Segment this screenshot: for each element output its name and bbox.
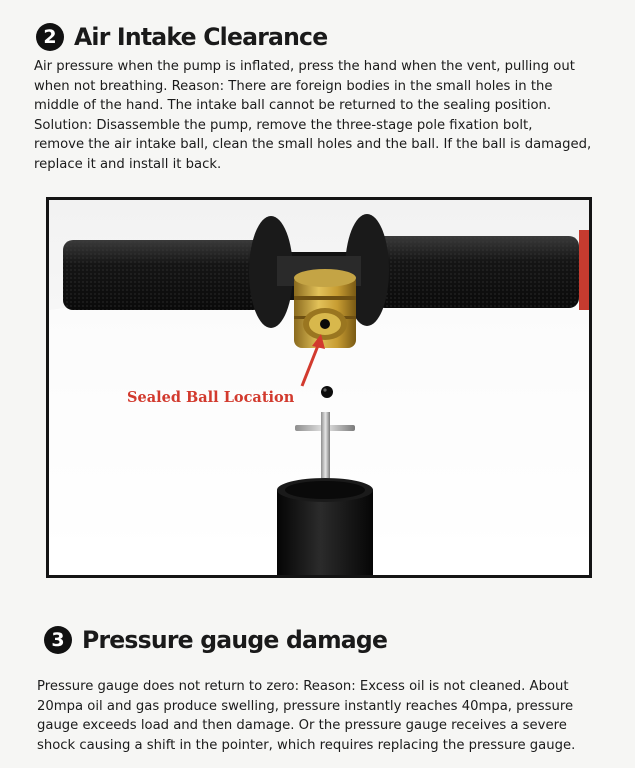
- section-title: Pressure gauge damage: [82, 626, 388, 654]
- pump-photo: [46, 197, 592, 578]
- pump-illustration: [49, 200, 589, 575]
- section-title: Air Intake Clearance: [74, 23, 328, 51]
- body-line: when not breathing. Reason: There are foreign bodies in the small holes in the: [34, 78, 553, 94]
- step-number: 2: [43, 26, 57, 48]
- body-line: remove the air intake ball, clean the small holes and the ball. If the ball is damaged,: [34, 137, 592, 153]
- step-number: 3: [51, 629, 65, 651]
- body-line: Pressure gauge does not return to zero: Reason: Excess oil is not cleaned. About: [37, 679, 569, 694]
- sealing-ball: [321, 386, 333, 398]
- brass-fitting: [294, 269, 356, 348]
- section-body-pressure-gauge: [37, 677, 617, 755]
- body-line: gauge exceeds load and then damage. Or the pressure gauge receives a severe: [37, 718, 567, 734]
- body-line: 20mpa oil and gas produce swelling, pressure instantly reaches 40mpa, pressure: [37, 698, 574, 714]
- section-heading-air-intake: [36, 23, 333, 51]
- section-heading-pressure-gauge: [44, 626, 393, 654]
- step-number-badge: [44, 626, 72, 654]
- body-line: replace it and install it back.: [34, 156, 222, 172]
- body-line: Air pressure when the pump is inflated, press the hand when the vent, pulling out: [34, 59, 575, 74]
- pump-tube: [277, 478, 373, 575]
- callout-label: Sealed Ball Location: [127, 389, 295, 406]
- body-line: middle of the hand. The intake ball cannot be returned to the sealing position.: [34, 98, 552, 114]
- ball-seat-hole: [320, 319, 330, 329]
- body-line: shock causing a shift in the pointer, which requires replacing the pressure gauge.: [37, 737, 576, 753]
- section-body-air-intake: [34, 57, 624, 175]
- body-line: Solution: Disassemble the pump, remove the three-stage pole fixation bolt,: [34, 117, 533, 133]
- step-number-badge: [36, 23, 64, 51]
